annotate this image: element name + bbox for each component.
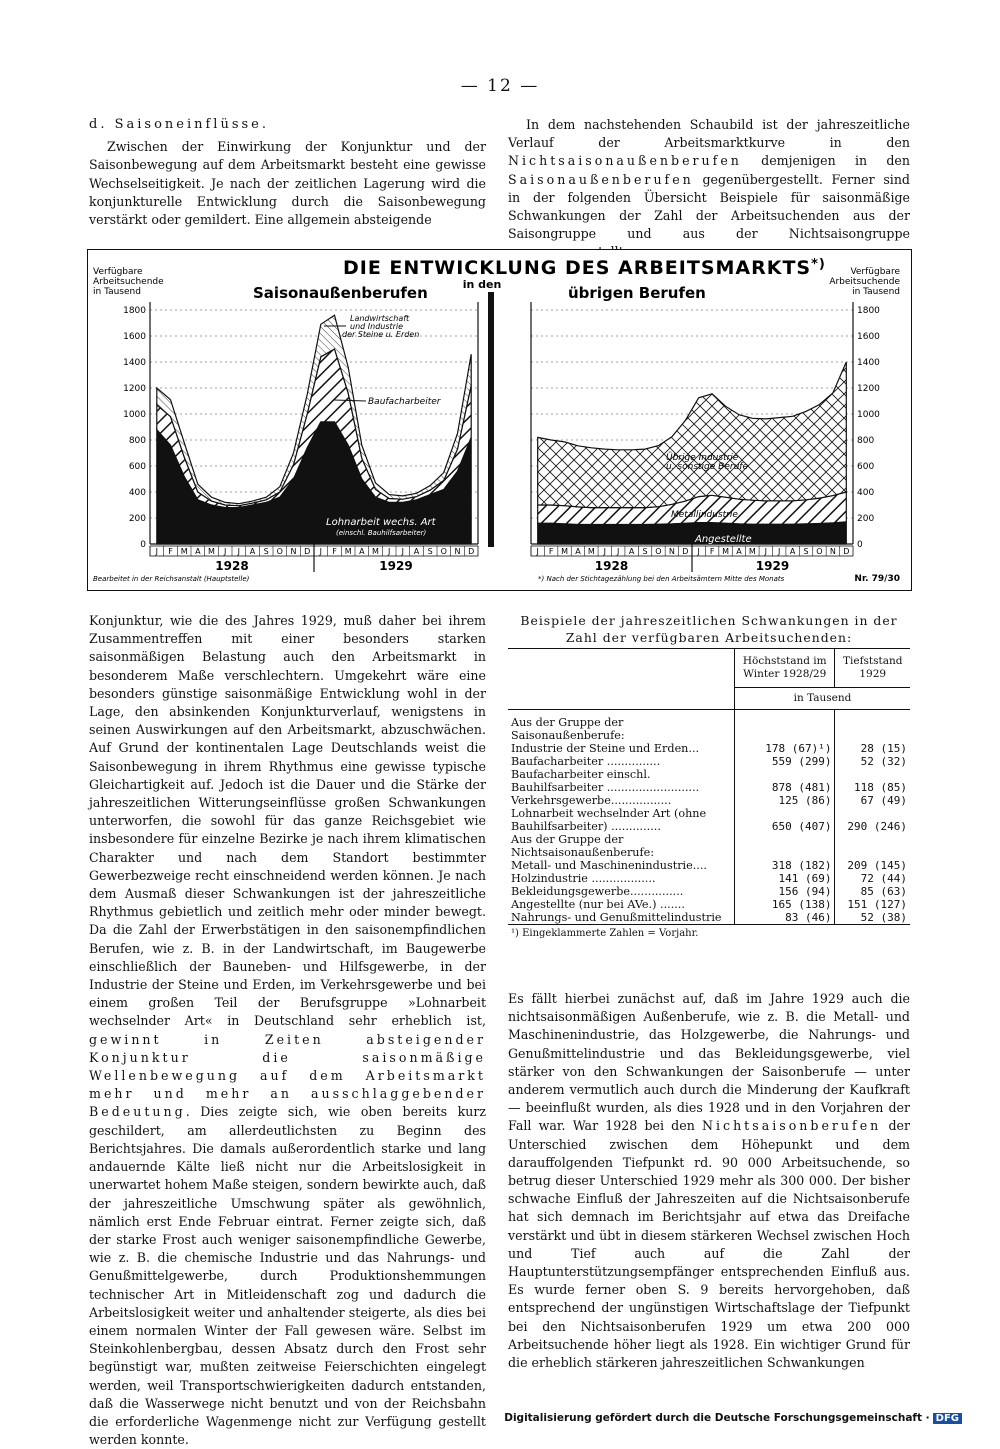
table-body-nichtsaison	[508, 859, 910, 925]
right-top-paragraph	[508, 116, 910, 262]
right-month-label: F	[548, 547, 554, 556]
fluctuation-table	[508, 648, 910, 940]
left-month-label: N	[454, 547, 461, 556]
value-min: 209 (145)	[835, 859, 910, 872]
table-row	[508, 742, 910, 755]
right-year-label: 1928	[594, 559, 629, 573]
right-month-label: M	[748, 547, 756, 556]
table-corner	[508, 649, 735, 688]
left-year-label: 1929	[379, 559, 413, 573]
right-y-tick-label: 1600	[857, 332, 880, 342]
table-row	[508, 794, 910, 807]
group-saison: Aus der Gruppe der Saisonaußenberufe:	[511, 716, 625, 742]
y-axis-label-left-1: Verfügbare	[93, 267, 143, 277]
left-month-label: A	[413, 547, 420, 556]
left-main-column	[89, 612, 486, 1449]
label-uebrige-industrie-2: u. sonstige Berufe	[666, 462, 748, 472]
right-month-label: M	[587, 547, 595, 556]
text-run: . Dies zeigte sich, wie oben bereits kurz geschildert, am allerdeutlichsten zu Beginn des Berichtsjahres. Die damals außerordentlich starke und lang andauernde Kälte ließ nicht nur die Arbeitslosigkeit in unerwartet hohem Maße steigen, sondern bewirkte auch, daß der jahreszeitliche Umschwung später als gewöhnlich, nämlich erst Ende Februar eintrat. Ferner zeigte sich, daß der starke Frost auch weniger saisonempfindliche Gewerbe, wie z. B. die chemische Industrie und das Nahrungs- und Genußmittelgewerbe, durch Produktionshemmungen technischer Art in Mitleidenschaft zog und dadurch die Arbeitslosigkeit weiter und anhaltender steigerte, als dies bei einem normalen Winter der Fall gewesen wäre. Selbst im Steinkohlenbergbau, dessen Absatz durch den Frost sehr begünstigt war, mußten zeitweise Feierschichten eingelegt werden, weil Transportschwierigkeiten dadurch entstanden, daß die Wasserwege nicht benutzt und von der Reichsbahn die erforderliche Wagenmenge nicht zur Verfügung gestellt werden konnte.	[89, 1104, 486, 1448]
right-y-tick-label: 800	[857, 436, 875, 446]
value-max: 178 (67)¹)	[735, 742, 835, 755]
right-month-label: M	[561, 547, 568, 556]
left-month-label: M	[208, 547, 215, 556]
left-y-tick-label: 0	[140, 540, 146, 550]
right-month-label: A	[789, 547, 796, 556]
text-run: Konjunktur, wie die des Jahres 1929, muß daher bei ihrem Zusammentreffen mit einer besonders starken saisonmäßigen Belastung auch den Arbeitsmarkt in besonderem Maße verschlechtern. Umgekehrt wäre eine besonders günstige saisonmäßige Entwicklung wohl in der Lage, den absinkenden Konjunkturverlauf, wenigstens in seinen Auswirkungen auf den Arbeitsmarkt, abzuschwächen. Auf Grund der kontinentalen Lage Deutschlands weist die Saisonbewegung in ihrem Rhythmus eine gewisse typische Gleichartigkeit auf. Jedoch ist die Dauer und die Stärke der jahreszeitlichen Witterungseinflüsse großen Schwankungen unterworfen, die sowohl für das ganze Reichsgebiet wie insbesondere für einzelne Bezirke je nach ihrem klimatischen Charakter und nach dem Standort bestimmter Gewerbezweige recht einschneidend werden können. Je nach dem Ausmaß dieser Schwankungen ist der jahreszeitliche Rhythmus gebietlich und zeitlich mehr oder minder bewegt. Da die Zahl der Erwerbstätigen in den saisonempfindlichen Berufen, wie z. B. in der Landwirtschaft, im Baugewerbe einschließlich der Bauneben- und Hilfsgewerbe, in der Industrie der Steine und Erden, im Verkehrsgewerbe und bei einem großen Teil der Berufsgruppe »Lohnarbeit wechselnder Art« in Deutschland sehr erheblich ist,	[89, 613, 486, 1029]
footer	[504, 1412, 962, 1424]
left-main-paragraph	[89, 612, 486, 1449]
right-y-tick-label: 200	[857, 514, 875, 524]
text-run: der Unterschied zwischen dem Höhepunkt und dem darauffolgenden Tiefpunkt rd. 90 000 Arbeitsuchende, so betrug dieser Unterschied 1929 mehr als 300 000. Der bisher schwache Einfluß der Jahreszeiten auf die Nichtsaisonberufe hat sich demnach im Berichtsjahr auf etwa das Dreifache verstärkt und übt in diesem stärkeren Wechsel zwischen Hoch und Tief auch auf die Zahl der Hauptunterstützungsempfänger entsprechenden Einfluß aus. Es wurde ferner oben S. 9 bereits hervorgehoben, daß entsprechend der ungünstigen Wirtschaftslage der Tiefpunkt bei den Nichtsaisonberufen 1929 um etwa 200 000 Arbeitsuchende höher liegt als 1928. Ein wichtiger Grund für die erheblich stärkeren jahreszeitlichen Schwankungen	[508, 1118, 910, 1371]
chart-svg	[88, 250, 911, 590]
right-month-label: A	[736, 547, 742, 556]
left-month-label: J	[387, 547, 391, 556]
left-month-label: O	[440, 547, 447, 556]
table-row	[508, 755, 910, 768]
text-run: Es fällt hierbei zunächst auf, daß im Jahre 1929 auch die nichtsaisonmäßigen Außenberufe, wie z. B. die Metall- und Maschinenindustrie, das Holzgewerbe, die Nahrungs- und Genußmittelindustrie und das Bekleidungsgewerbe, viel stärker von den Schwankungen der Saisonberufe — unter anderem vermutlich auch durch die Minderung der Kaufkraft — beeinflußt wurden, als dies 1928 und in den Vorjahren der Fall war. War 1928 bei den	[508, 991, 910, 1134]
left-month-label: F	[168, 547, 173, 556]
table-row	[508, 898, 910, 911]
value-max: 318 (182)	[735, 859, 835, 872]
right-month-label: M	[722, 547, 729, 556]
spaced-term: Saisonaußenberufen	[508, 171, 694, 187]
chart-in-den: in den	[462, 278, 502, 291]
value-max: 559 (299)	[735, 755, 835, 768]
panel-divider	[488, 292, 494, 547]
right-series-area-2	[538, 362, 847, 508]
row-label: Metall- und Maschinenindustrie....	[511, 859, 707, 872]
left-month-label: O	[276, 547, 283, 556]
right-month-label: S	[642, 547, 648, 556]
left-y-tick-label: 1000	[123, 410, 146, 420]
page-number: — 12 —	[460, 76, 540, 96]
left-month-label: A	[195, 547, 201, 556]
right-y-tick-label: 0	[857, 540, 863, 550]
left-month-label: S	[263, 547, 269, 556]
left-y-tick-label: 1800	[123, 306, 146, 316]
row-label: Bekleidungsgewerbe...............	[511, 885, 684, 898]
y-axis-label-left-2: Arbeitsuchende	[93, 277, 164, 287]
chart-title: DIE ENTWICKLUNG DES ARBEITSMARKTS*)	[343, 257, 826, 279]
right-month-label: J	[603, 547, 606, 556]
right-y-tick-label: 400	[857, 488, 875, 498]
right-month-label: J	[778, 547, 781, 556]
left-year-label: 1928	[215, 559, 249, 573]
section-heading: d. Saisoneinflüsse.	[89, 117, 270, 132]
left-y-tick-label: 1200	[123, 384, 146, 394]
right-month-label: A	[575, 547, 581, 556]
table-row	[508, 807, 910, 833]
value-min: 290 (246)	[835, 807, 910, 833]
left-y-tick-label: 400	[128, 488, 146, 498]
left-month-label: M	[344, 547, 352, 556]
row-label: Nahrungs- und Genußmittelindustrie	[511, 911, 722, 924]
value-min: 85 (63)	[835, 885, 910, 898]
right-plot	[531, 302, 880, 573]
row-label: Lohnarbeit wechselnder Art (ohne Bauhilfsarbeiter) ..............	[511, 807, 707, 833]
dfg-logo: DFG	[933, 1413, 962, 1424]
right-note: *) Nach der Stichtagezählung bei den Arbeitsämtern Mitte des Monats	[538, 575, 785, 583]
value-max: 125 (86)	[735, 794, 835, 807]
value-max: 83 (46)	[735, 911, 835, 925]
right-main-paragraph	[508, 990, 910, 1372]
left-y-tick-label: 600	[128, 462, 146, 472]
group-nichtsaison: Aus der Gruppe der Nichtsaisonaußenberufe:	[511, 833, 655, 859]
text-run: gegenübergestellt. Ferner sind in der folgenden Übersicht Beispiele für saisonmäßige Schwankungen der Zahl der Arbeitsuchenden aus der Saisongruppe und aus der Nichtsaisongruppe	[508, 171, 910, 242]
right-month-label: N	[829, 547, 836, 556]
label-lohnarbeit: Lohnarbeit wechs. Art	[326, 517, 436, 528]
right-month-label: O	[816, 547, 823, 556]
labour-market-chart	[87, 249, 912, 591]
chart-number: Nr. 79/30	[854, 574, 900, 584]
label-baufacharbeiter: Baufacharbeiter	[368, 397, 441, 407]
spaced-term: Nichtsaisonberufen	[701, 1118, 882, 1134]
left-y-tick-label: 200	[128, 514, 146, 524]
left-top-paragraph: Zwischen der Einwirkung der Konjunktur und der Saisonbewegung auf dem Arbeitsmarkt besteht eine gewisse Wechselseitigkeit. Je nach der zeitlichen Lagerung wird die konjunkturelle Entwicklung durch die Saisonbewegung verstärkt oder gemildert. Eine allgemein absteigende	[89, 139, 486, 228]
left-y-tick-label: 800	[128, 436, 146, 446]
value-min: 52 (32)	[835, 755, 910, 768]
row-label: Baufacharbeiter einschl. Bauhilfsarbeiter ..........................	[511, 768, 700, 794]
label-landwirtschaft-1: Landwirtschaft	[350, 314, 410, 323]
col-header-min: Tiefststand 1929	[835, 649, 910, 688]
value-min: 67 (49)	[835, 794, 910, 807]
value-min: 72 (44)	[835, 872, 910, 885]
right-main-column	[508, 990, 910, 1372]
spacer	[835, 833, 910, 859]
value-max: 650 (407)	[735, 807, 835, 833]
value-max: 165 (138)	[735, 898, 835, 911]
left-month-label: M	[180, 547, 188, 556]
right-y-tick-label: 600	[857, 462, 875, 472]
right-y-tick-label: 1200	[857, 384, 880, 394]
y-axis-label-right-3: in Tausend	[852, 287, 900, 297]
left-month-label: J	[401, 547, 405, 556]
table-body-saison	[508, 742, 910, 833]
value-max: 141 (69)	[735, 872, 835, 885]
table-title: Beispiele der jahreszeitlichen Schwankungen in der Zahl der verfügbaren Arbeitsuchenden:	[520, 613, 898, 645]
left-month-label: D	[304, 547, 311, 556]
label-metallindustrie: Metallindustrie	[671, 510, 738, 520]
spacer	[835, 710, 910, 743]
left-y-tick-label: 1400	[123, 358, 146, 368]
unit-header: in Tausend	[735, 688, 911, 710]
spacer	[735, 833, 835, 859]
left-month-label: J	[237, 547, 241, 556]
left-month-label: A	[359, 547, 365, 556]
right-month-label: J	[536, 547, 539, 556]
right-month-label: J	[764, 547, 767, 556]
spaced-emphasis: gewinnt in Zeiten absteigender Konjunktur die saisonmäßige Wellenbewegung auf dem Arbeitsmarkt mehr und mehr an ausschlaggebender Bedeutung	[89, 1031, 486, 1120]
right-month-label: F	[709, 547, 715, 556]
label-lohnarbeit-sub: (einschl. Bauhilfsarbeiter)	[336, 529, 427, 537]
left-panel-title: Saisonaußenberufen	[253, 284, 428, 302]
left-month-label: J	[319, 547, 323, 556]
table-row	[508, 911, 910, 925]
left-month-label: S	[427, 547, 433, 556]
right-y-tick-label: 1000	[857, 410, 880, 420]
table-corner-2	[508, 688, 735, 710]
right-month-label: O	[655, 547, 662, 556]
right-month-label: A	[628, 547, 635, 556]
value-min: 28 (15)	[835, 742, 910, 755]
right-month-label: D	[682, 547, 689, 556]
label-angestellte: Angestellte	[695, 534, 752, 545]
value-max: 156 (94)	[735, 885, 835, 898]
row-label: Verkehrsgewerbe.................	[511, 794, 672, 807]
text-run: demjenigen in den	[741, 153, 910, 169]
right-y-tick-label: 1400	[857, 358, 880, 368]
left-month-label: N	[290, 547, 297, 556]
col-header-max: Höchststand im Winter 1928/29	[735, 649, 835, 688]
table-row	[508, 885, 910, 898]
left-y-tick-label: 1600	[123, 332, 146, 342]
right-month-label: N	[668, 547, 675, 556]
label-uebrige-industrie-1: Übrige Industrie	[666, 453, 739, 463]
label-landwirtschaft-2: und Industrie	[350, 322, 404, 331]
right-month-label: J	[617, 547, 620, 556]
label-landwirtschaft-3: der Steine u. Erden	[342, 330, 420, 339]
table-row	[508, 872, 910, 885]
left-month-label: D	[468, 547, 475, 556]
right-month-label: S	[803, 547, 809, 556]
row-label: Angestellte (nur bei AVe.) .......	[511, 898, 685, 911]
value-min: 151 (127)	[835, 898, 910, 911]
right-series-area-0	[538, 522, 847, 544]
right-panel-title: übrigen Berufen	[568, 284, 706, 302]
footer-text: Digitalisierung gefördert durch die Deutsche Forschungsgemeinschaft ·	[504, 1412, 930, 1424]
value-max: 878 (481)	[735, 768, 835, 794]
left-month-label: M	[372, 547, 379, 556]
left-month-label: J	[155, 547, 159, 556]
text-run: In dem nachstehenden Schaubild ist der jahreszeitliche Verlauf der Arbeitsmarktkurve in den	[508, 117, 910, 151]
right-month-label: D	[843, 547, 850, 556]
y-axis-label-right-1: Verfügbare	[850, 267, 900, 277]
table-footnote: ¹) Eingeklammerte Zahlen = Vorjahr.	[511, 928, 699, 939]
spacer	[735, 710, 835, 743]
table-row	[508, 859, 910, 872]
y-axis-label-right-2: Arbeitsuchende	[829, 277, 900, 287]
spaced-term: Nichtsaisonaußenberufen	[508, 153, 742, 169]
right-month-label: J	[697, 547, 700, 556]
right-y-tick-label: 1800	[857, 306, 880, 316]
left-month-label: J	[223, 547, 227, 556]
row-label: Holzindustrie ..................	[511, 872, 656, 885]
left-month-label: F	[332, 547, 337, 556]
row-label: Industrie der Steine und Erden...	[511, 742, 700, 755]
left-month-label: A	[249, 547, 256, 556]
value-min: 118 (85)	[835, 768, 910, 794]
table-row	[508, 768, 910, 794]
y-axis-label-left-3: in Tausend	[93, 287, 141, 297]
left-note: Bearbeitet in der Reichsanstalt (Hauptstelle)	[93, 575, 250, 583]
right-year-label: 1929	[755, 559, 790, 573]
left-top-column	[89, 116, 486, 229]
value-min: 52 (38)	[835, 911, 910, 925]
row-label: Baufacharbeiter ...............	[511, 755, 661, 768]
right-top-column	[508, 116, 910, 262]
